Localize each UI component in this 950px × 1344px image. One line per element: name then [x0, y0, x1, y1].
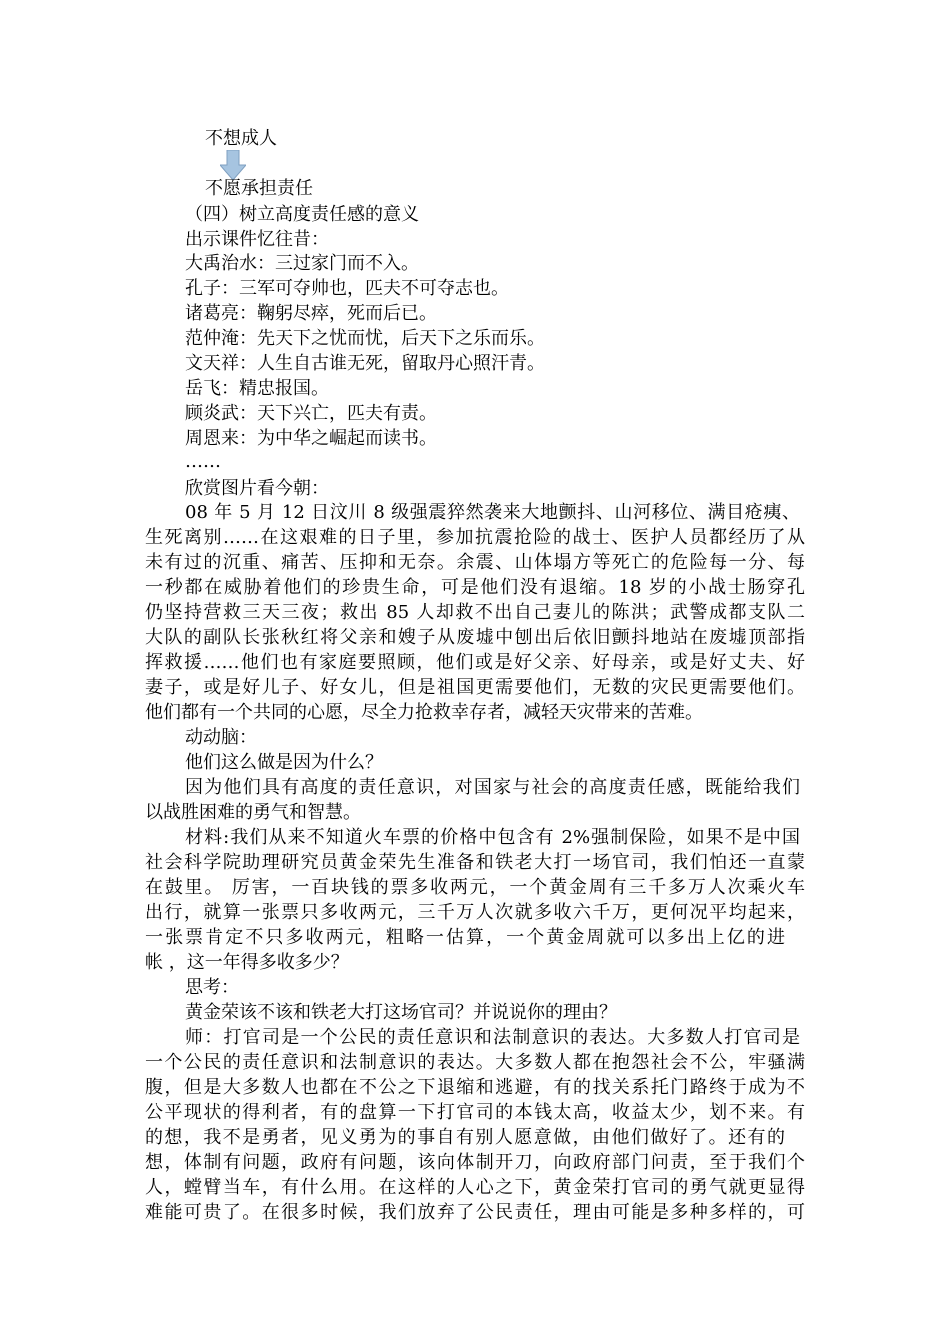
- quote-line: 顾炎武：天下兴亡，匹夫有责。: [185, 403, 437, 424]
- quote-line: 孔子：三军可夺帅也，匹夫不可夺志也。: [185, 278, 509, 299]
- quote-line: 岳飞：精忠报国。: [185, 378, 329, 399]
- picture-intro: 欣赏图片看今朝：: [185, 478, 329, 499]
- think-question: 黄金荣该不该和铁老大打这场官司？并说说你的理由？: [185, 1002, 617, 1023]
- paragraph-line: 帐 ，这一年得多收多少？: [145, 952, 349, 973]
- quote-line: 诸葛亮：鞠躬尽瘁，死而后已。: [185, 303, 437, 324]
- paragraph-line: 的想，我不是勇者，见义勇为的事自有别人愿意做，由他们做好了。还有的: [145, 1127, 785, 1148]
- brain-label: 动动脑：: [185, 727, 257, 748]
- quote-line: 周恩来：为中华之崛起而读书。: [185, 428, 437, 449]
- paragraph-line: 08 年 5 月 12 日汶川 8 级强震猝然袭来大地颤抖、山河移位、满目疮痍、: [185, 502, 800, 523]
- paragraph-line: 大队的副队长张秋红将父亲和嫂子从废墟中刨出后依旧颤抖地站在废墟顶部指: [145, 627, 805, 648]
- quote-line: 大禹治水：三过家门而不入。: [185, 253, 419, 274]
- ellipsis-line: ……: [185, 451, 221, 472]
- diagram-top-label: 不想成人: [205, 128, 277, 149]
- paragraph-line: 腹，但是大多数人也都在不公之下退缩和逃避，有的找关系托门路终于成为不: [145, 1077, 805, 1098]
- paragraph-line: 他们都有一个共同的心愿，尽全力抢救幸存者，减轻天灾带来的苦难。: [145, 702, 703, 723]
- diagram-bottom-label: 不愿承担责任: [205, 178, 313, 199]
- paragraph-line: 一秒都在威胁着他们的珍贵生命，可是他们没有退缩。18 岁的小战士肠穿孔: [145, 577, 805, 598]
- paragraph-line: 仍坚持营救三天三夜；救出 85 人却救不出自己妻儿的陈洪；武警成都支队二: [145, 602, 805, 623]
- section-heading: （四）树立高度责任感的意义: [185, 204, 419, 225]
- paragraph-line: 材料:我们从来不知道火车票的价格中包含有 2%强制保险，如果不是中国: [185, 827, 800, 848]
- paragraph-line: 社会科学院助理研究员黄金荣先生准备和铁老大打一场官司，我们怕还一直蒙: [145, 852, 805, 873]
- paragraph-line: 挥救援……他们也有家庭要照顾，他们或是好父亲、好母亲，或是好丈夫、好: [145, 652, 805, 673]
- paragraph-line: 未有过的沉重、痛苦、压抑和无奈。余震、山体塌方等死亡的危险每一分、每: [145, 552, 805, 573]
- down-arrow-icon: [220, 150, 246, 180]
- paragraph-line: 一张票肯定不只多收两元，粗略一估算，一个黄金周就可以多出上亿的进: [145, 927, 785, 948]
- paragraph-line: 师：打官司是一个公民的责任意识和法制意识的表达。大多数人打官司是: [185, 1027, 800, 1048]
- paragraph-line: 想，体制有问题，政府有问题，该向体制开刀，向政府部门问责，至于我们个: [145, 1152, 805, 1173]
- paragraph-line: 难能可贵了。在很多时候，我们放弃了公民责任，理由可能是多种多样的，可: [145, 1202, 805, 1223]
- paragraph-line: 出行，就算一张票只多收两元，三千万人次就多收六千万，更何况平均起来，: [145, 902, 805, 923]
- quote-line: 范仲淹：先天下之忧而忧，后天下之乐而乐。: [185, 328, 545, 349]
- paragraph-line: 生死离别……在这艰难的日子里，参加抗震抢险的战士、医护人员都经历了从: [145, 527, 805, 548]
- paragraph-line: 妻子，或是好儿子、好女儿，但是祖国更需要他们，无数的灾民更需要他们。: [145, 677, 805, 698]
- paragraph-line: 人，螳臂当车，有什么用。在这样的人心之下，黄金荣打官司的勇气就更显得: [145, 1177, 805, 1198]
- paragraph-line: 以战胜困难的勇气和智慧。: [145, 802, 361, 823]
- brain-question: 他们这么做是因为什么？: [185, 752, 383, 773]
- paragraph-line: 在鼓里。 厉害，一百块钱的票多收两元，一个黄金周有三千多万人次乘火车: [145, 877, 805, 898]
- paragraph-line: 一个公民的责任意识和法制意识的表达。大多数人都在抱怨社会不公，牢骚满: [145, 1052, 805, 1073]
- paragraph-line: 因为他们具有高度的责任意识，对国家与社会的高度责任感，既能给我们: [185, 777, 800, 798]
- intro-line: 出示课件忆往昔：: [185, 229, 329, 250]
- paragraph-line: 公平现状的得利者，有的盘算一下打官司的本钱太高，收益太少，划不来。有: [145, 1102, 805, 1123]
- think-label: 思考：: [185, 977, 239, 998]
- quote-line: 文天祥：人生自古谁无死，留取丹心照汗青。: [185, 353, 545, 374]
